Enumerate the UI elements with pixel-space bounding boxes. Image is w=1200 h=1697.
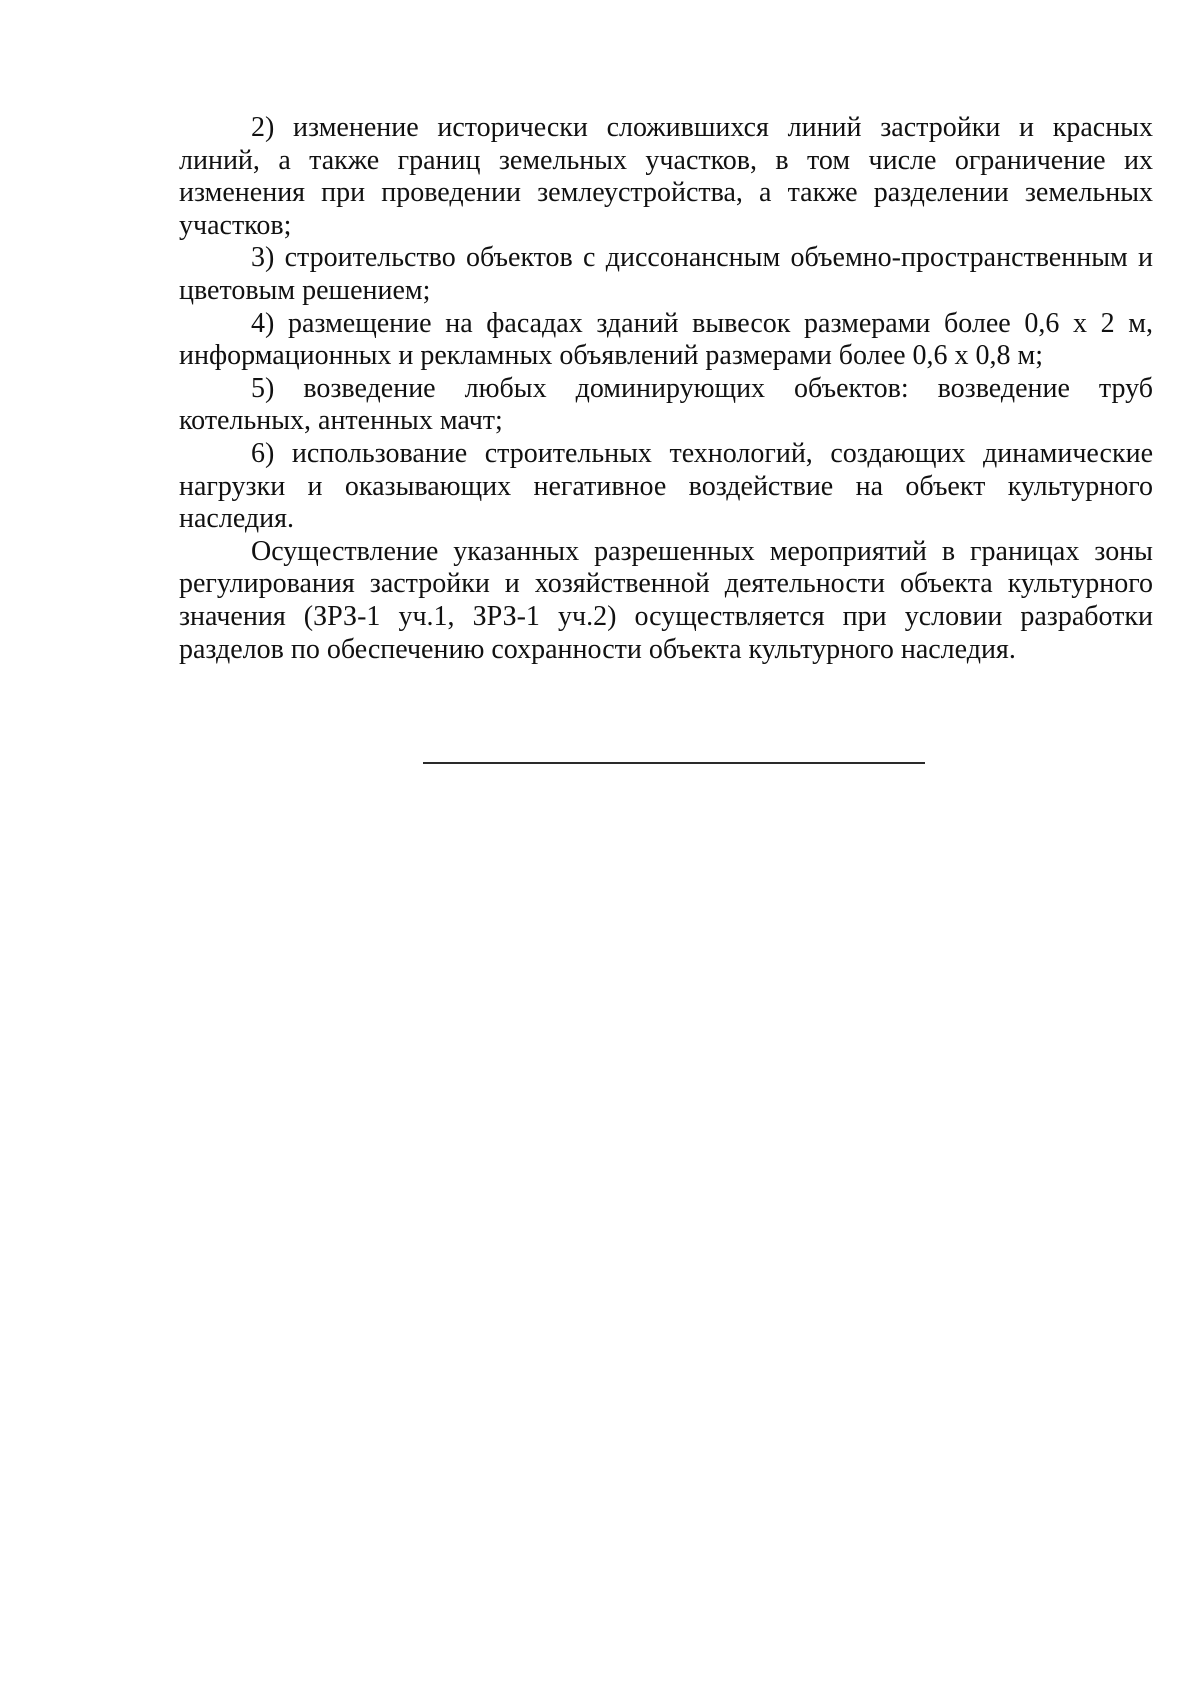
list-item-3: 3) строительство объектов с диссонансным объемно-пространственным и цветовым решением; xyxy=(179,242,1153,306)
document-body xyxy=(179,112,1153,666)
end-of-document-rule xyxy=(423,762,925,764)
list-item-5: 5) возведение любых доминирующих объектов: возведение труб котельных, антенных мачт; xyxy=(179,372,1153,437)
list-item-6: 6) использование строительных технологий, создающих динамические нагрузки и оказывающих негативное воздействие на объект культурного наследия. xyxy=(179,437,1153,535)
closing-paragraph: Осуществление указанных разрешенных мероприятий в границах зоны регулирования застройки и хозяйственной деятельности объекта культурного значения (ЗРЗ-1 уч.1, ЗРЗ-1 уч.2) осуществляется при условии разработки разделов по обеспечению сохранности объекта культурного наследия. xyxy=(179,535,1153,665)
list-item-2: 2) изменение исторически сложившихся линий застройки и красных линий, а также границ земельных участков, в том числе ограничение их изменения при проведении землеустройства, а также разделении земельных участков; xyxy=(179,112,1153,241)
list-item-4: 4) размещение на фасадах зданий вывесок размерами более 0,6 х 2 м, информационных и рекламных объявлений размерами более 0,6 х 0,8 м; xyxy=(179,307,1153,372)
